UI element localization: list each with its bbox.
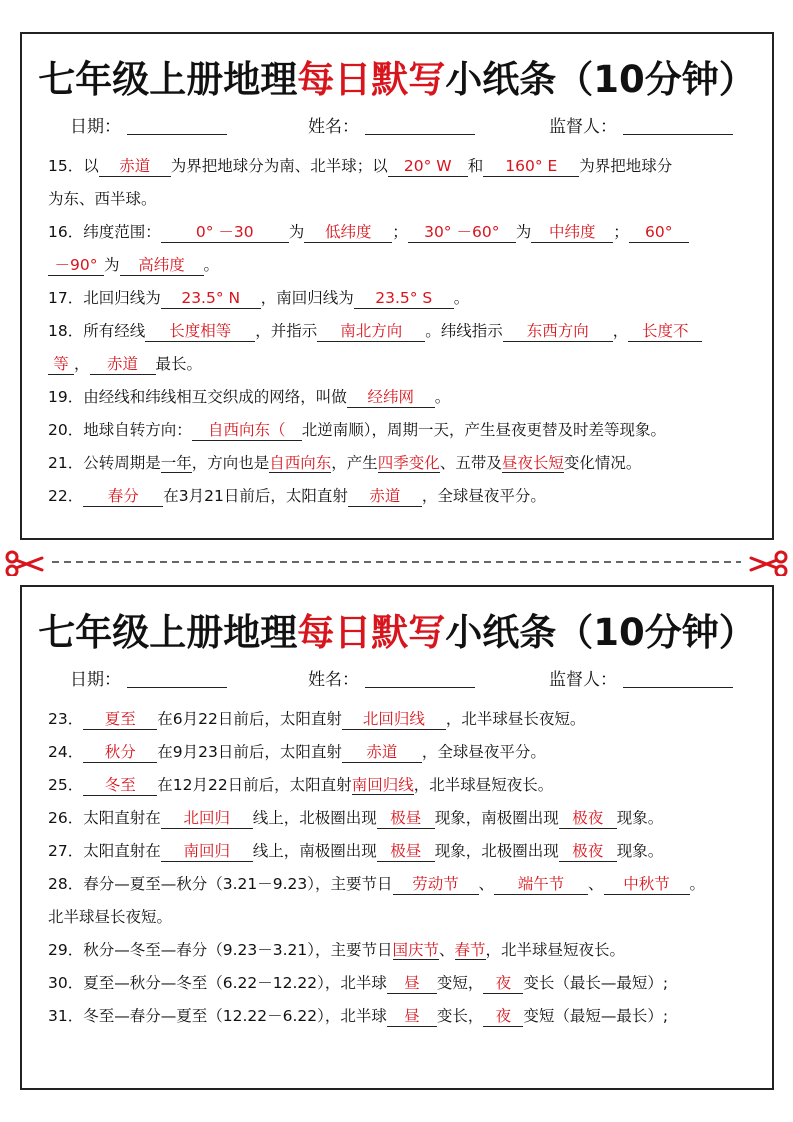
question-text: 19．由经线和纬线相互交织成的网络，叫做 [48,388,347,406]
answer-text: 赤道 [348,486,422,507]
question-text: 现象。 [616,842,664,860]
date-field[interactable] [70,112,227,137]
question-text: 北逆南顺），周期一天，产生昼夜更替及时差等现象。 [301,421,666,439]
question-24 [48,736,754,769]
question-text: 为界把地球分为南、北半球；以 [170,157,388,175]
question-text: 变短（最短—最长）; [523,1007,669,1025]
question-text: 26．太阳直射在 [48,809,161,827]
question-text: 25． [48,776,84,794]
answer-text: 23.5° S [354,288,454,309]
answer-text: 春节 [454,941,486,959]
answer-text: 北回归 [161,808,253,829]
question-text: 为界把地球分 [579,157,673,175]
question-text: 变短， [436,974,484,992]
question-27 [48,835,754,868]
answer-text: 夜 [483,1006,523,1027]
answer-text: 23.5° N [161,288,261,309]
question-text: 现象，南极圈出现 [434,809,559,827]
question-text: 七年级上册地理 [38,611,298,654]
name-blank[interactable] [365,669,475,688]
question-text: 29．秋分—冬至—春分（9.23－3.21），主要节日 [48,941,393,959]
question-text: ，北半球昼短夜长。 [413,776,554,794]
question-text: 。 [434,388,451,406]
question-text: 为 [104,256,120,274]
question-text: 变长（最长—最短）; [523,974,669,992]
question-text: ， [74,355,90,373]
meta-row [22,665,772,695]
question-15 [48,150,754,216]
supervisor-field[interactable] [549,665,733,690]
question-text: 现象。 [616,809,664,827]
question-text: 在12月22日前后，太阳直射 [157,776,352,794]
question-text: 为东、西半球。 [48,190,157,208]
question-text: 28．春分—夏至—秋分（3.21－9.23），主要节日 [48,875,393,893]
question-text: 线上，北极圈出现 [252,809,377,827]
question-text: 17．北回归线为 [48,289,161,307]
worksheet-card-top [20,32,774,540]
worksheet-title [22,611,772,655]
question-text: 在9月23日前后，太阳直射 [157,743,342,761]
question-text: 监督人： [549,117,617,137]
answer-text: 夏至 [83,709,157,730]
question-23 [48,703,754,736]
answer-text: 昼 [387,973,437,994]
question-text: 姓名： [308,670,359,690]
answer-text: 春分 [83,486,163,507]
question-text: 姓名： [308,117,359,137]
answer-text: 端午节 [494,874,588,895]
worksheet-title [22,58,772,102]
date-blank[interactable] [127,116,227,135]
question-text: 线上，南极圈出现 [252,842,377,860]
question-text: 15．以 [48,157,99,175]
question-30 [48,967,754,1000]
question-text: 16．纬度范围： [48,223,161,241]
question-text: 、五带及 [439,454,502,472]
question-text: 最长。 [155,355,203,373]
name-blank[interactable] [365,116,475,135]
question-text: 18．所有经线 [48,322,146,340]
question-text: 监督人： [549,670,617,690]
worksheet-card-bottom [20,585,774,1090]
question-text: 。纬线指示 [425,322,503,340]
answer-text: 一年 [160,454,192,472]
answer-text: 低纬度 [304,222,392,243]
question-26 [48,802,754,835]
answer-text: 极夜 [559,808,617,829]
answer-text: 高纬度 [120,255,204,276]
question-text: 和 [467,157,484,175]
answer-text: 中纬度 [531,222,613,243]
question-text: 现象，北极圈出现 [434,842,559,860]
question-list-top [22,150,772,513]
question-text: 31．冬至—春分—夏至（12.22－6.22），北半球 [48,1007,387,1025]
question-text: 七年级上册地理 [38,58,298,101]
question-text: ，全球昼夜平分。 [421,743,546,761]
answer-text: 南回归 [161,841,253,862]
question-text: ，并指示 [255,322,318,340]
question-text: ，产生 [331,454,378,472]
answer-text: 赤道 [342,742,422,763]
answer-text: 极昼 [377,841,435,862]
question-text: 变化情况。 [563,454,642,472]
question-21 [48,447,754,480]
answer-text: 极昼 [377,808,435,829]
answer-text: 冬至 [83,775,157,796]
question-text: 22． [48,487,84,505]
question-29 [48,934,754,967]
question-text: 在6月22日前后，太阳直射 [157,710,342,728]
scissors-icon [7,552,42,576]
question-text: ； [613,223,629,241]
answer-text: 夜 [483,973,523,994]
supervisor-field[interactable] [549,112,733,137]
answer-text: 南回归线 [351,776,414,794]
question-25 [48,769,754,802]
question-text: ，全球昼夜平分。 [421,487,546,505]
date-blank[interactable] [127,669,227,688]
supervisor-blank[interactable] [623,669,733,688]
question-text: ，北半球昼长夜短。 [445,710,586,728]
answer-text: 等 [48,354,74,375]
question-text: 日期： [70,670,121,690]
question-text: ，方向也是 [191,454,270,472]
answer-text: 国庆节 [392,941,440,959]
question-19 [48,381,754,414]
answer-text: 中秋节 [604,874,690,895]
question-17 [48,282,754,315]
question-text: 北半球昼长夜短。 [48,908,173,926]
question-text: 、 [439,941,455,959]
answer-text: 昼 [387,1006,437,1027]
question-text: 21．公转周期是 [48,454,161,472]
question-list-bottom [22,703,772,1033]
question-31 [48,1000,754,1033]
answer-text: 北回归线 [342,709,446,730]
answer-text: 长度不 [628,321,702,342]
answer-text: 长度相等 [145,321,255,342]
question-text: 23． [48,710,84,728]
question-text: 小纸条（10分钟） [445,611,756,654]
supervisor-blank[interactable] [623,116,733,135]
question-text: ； [392,223,408,241]
question-text: 为 [288,223,305,241]
question-text: 在3月21日前后，太阳直射 [163,487,348,505]
answer-text: 东西方向 [503,321,613,342]
answer-text: 劳动节 [393,874,479,895]
name-field[interactable] [308,112,475,137]
answer-text: 四季变化 [377,454,440,472]
question-text: 、 [588,875,604,893]
question-text: 。 [689,875,706,893]
question-text: ，南回归线为 [260,289,354,307]
answer-text: 赤道 [99,156,171,177]
answer-text: 昼夜长短 [501,454,564,472]
question-text: 30．夏至—秋分—冬至（6.22－12.22），北半球 [48,974,387,992]
question-18 [48,315,754,381]
question-text: 。 [203,256,220,274]
question-text: 每日默写 [297,611,446,654]
cut-line [0,548,793,576]
scissors-icon [751,552,786,576]
question-text: 变长， [436,1007,484,1025]
question-text: 24． [48,743,84,761]
question-16 [48,216,754,282]
answer-text: 极夜 [559,841,617,862]
answer-text: 30° －60° [408,222,516,243]
meta-row [22,112,772,142]
question-text: ， [612,322,629,340]
answer-text: 赤道 [90,354,156,375]
name-field[interactable] [308,665,475,690]
answer-text: 自西向东 [269,454,332,472]
answer-text: 160° E [483,156,579,177]
question-text: 20．地球自转方向： [48,421,192,439]
answer-text: 秋分 [83,742,157,763]
answer-text: 0° －30 [161,222,289,243]
answer-text: 自西向东（ [192,420,302,441]
answer-text: －90° [48,255,104,276]
question-text: 每日默写 [297,58,446,101]
question-text: 为 [515,223,532,241]
question-22 [48,480,754,513]
question-text: 小纸条（10分钟） [445,58,756,101]
question-text: 。 [453,289,470,307]
date-field[interactable] [70,665,227,690]
question-text: 、 [478,875,495,893]
answer-text: 20° W [388,156,468,177]
question-text: 日期： [70,117,121,137]
question-text: 27．太阳直射在 [48,842,161,860]
answer-text: 南北方向 [317,321,425,342]
question-text: ，北半球昼短夜长。 [485,941,626,959]
question-20 [48,414,754,447]
answer-text: 经纬网 [347,387,435,408]
question-28 [48,868,754,934]
answer-text: 60° [629,222,689,243]
